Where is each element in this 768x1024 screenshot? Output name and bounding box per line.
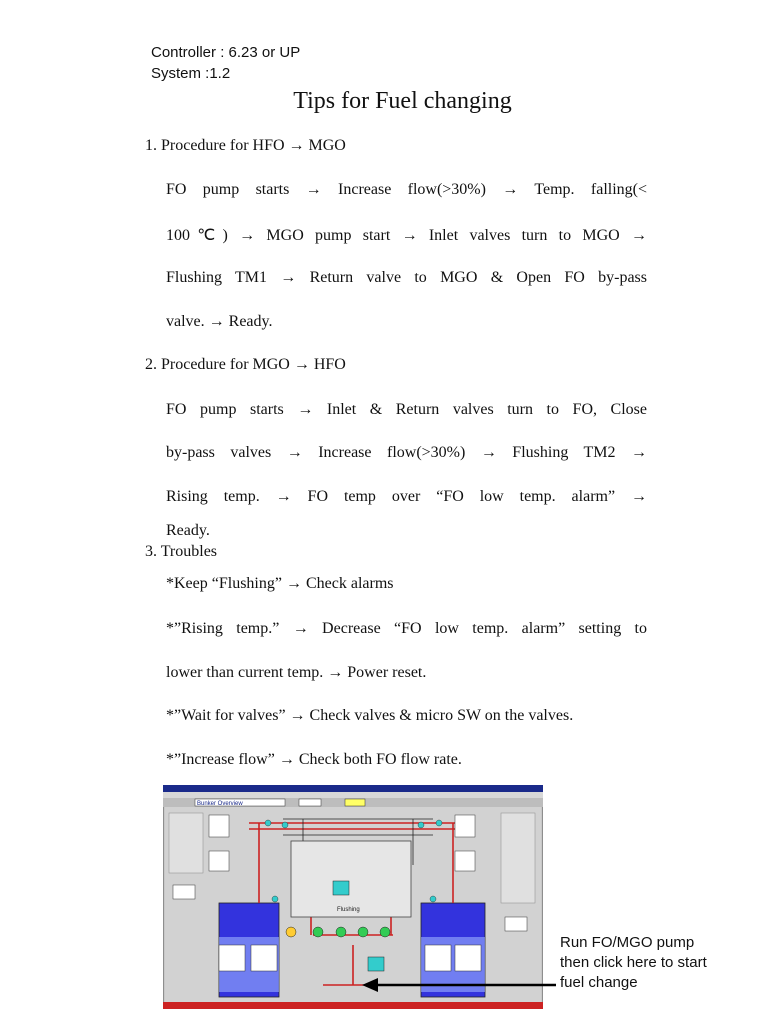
section-1-line: valve. → Ready. [166,313,273,330]
section-3-line: *Keep “Flushing” → Check alarms [166,575,394,592]
annotation-note-line: then click here to start [560,954,707,971]
section-1-line: FO pump starts → Increase flow(>30%) → Temp. falling(< [166,181,647,198]
section-1-heading: 1. Procedure for HFO → MGO [145,137,346,154]
section-2-line: Rising temp. → FO temp over “FO low temp. alarm” → [166,488,647,505]
section-2-line: Ready. [166,522,210,539]
page-title: Tips for Fuel changing [293,88,512,114]
section-2-heading: 2. Procedure for MGO → HFO [145,356,346,373]
system-version: System :1.2 [151,65,231,82]
annotation-note-line: Run FO/MGO pump [560,934,695,951]
section-3-line: *”Increase flow” → Check both FO flow rate. [166,751,462,768]
section-3-heading: 3. Troubles [145,543,218,560]
section-3-line: lower than current temp. → Power reset. [166,664,427,681]
section-3-line: *”Rising temp.” → Decrease “FO low temp. alarm” setting to [166,620,647,637]
controller-version: Controller : 6.23 or UP [151,44,301,61]
annotation-note-line: fuel change [560,974,638,991]
annotation-note [560,933,707,993]
section-1-line: Flushing TM1 → Return valve to MGO & Open FO by-pass [166,269,647,286]
section-3-line: *”Wait for valves” → Check valves & micro SW on the valves. [166,707,574,724]
flushing-label: Flushing [337,907,360,913]
annotation-arrow [360,975,560,995]
section-1-line: 100℃) → MGO pump start → Inlet valves turn to MGO → [166,227,647,244]
window-title: Bunker Overview [197,801,243,807]
section-2-line: FO pump starts → Inlet & Return valves turn to FO, Close [166,401,647,418]
section-2-line: by-pass valves → Increase flow(>30%) → Flushing TM2 → [166,444,647,461]
